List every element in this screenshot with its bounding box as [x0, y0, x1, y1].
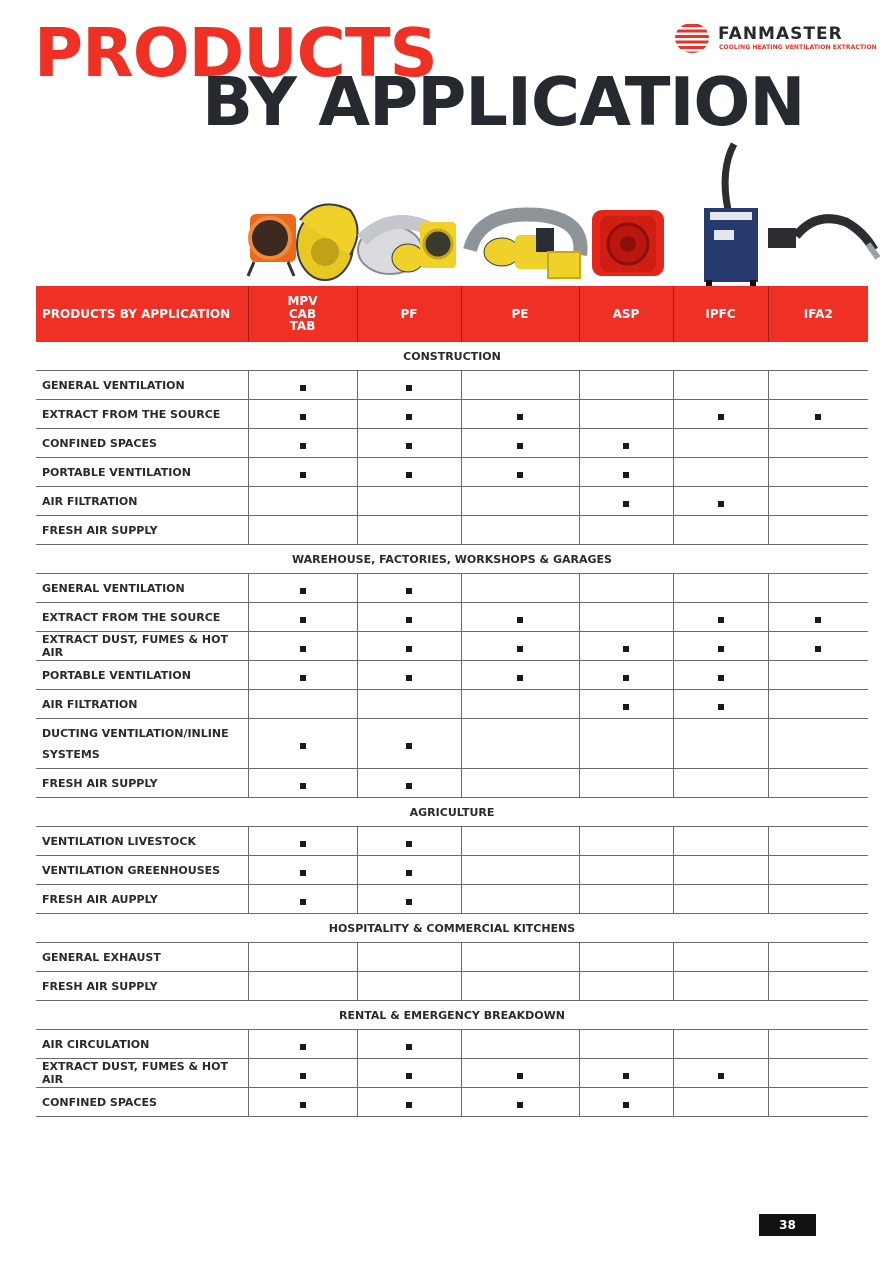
suitability-cell: [673, 632, 768, 661]
suitability-cell: [673, 885, 768, 914]
suitability-cell: [673, 719, 768, 769]
suitability-cell: [248, 574, 357, 603]
suitability-cell: [768, 632, 868, 661]
application-label: CONFINED SPACES: [36, 1088, 248, 1117]
suitable-mark-icon: [517, 414, 523, 420]
suitability-cell: [579, 516, 673, 545]
application-label: EXTRACT DUST, FUMES & HOT AIR: [36, 1059, 248, 1088]
suitable-mark-icon: [300, 443, 306, 449]
table-row: [36, 719, 868, 769]
section-row: [36, 798, 868, 827]
application-label: AIR FILTRATION: [36, 690, 248, 719]
application-label: EXTRACT FROM THE SOURCE: [36, 603, 248, 632]
suitable-mark-icon: [300, 385, 306, 391]
suitability-cell: [248, 400, 357, 429]
suitable-mark-icon: [406, 783, 412, 789]
suitability-cell: [461, 1059, 579, 1088]
suitability-cell: [357, 885, 461, 914]
suitability-cell: [248, 1059, 357, 1088]
suitability-cell: [248, 487, 357, 516]
suitability-cell: [579, 487, 673, 516]
suitability-cell: [461, 827, 579, 856]
suitability-cell: [248, 1088, 357, 1117]
page-title-line-2: BY APPLICATION: [202, 63, 805, 141]
page-number: 38: [759, 1214, 816, 1236]
column-header-product: [248, 286, 357, 342]
suitable-mark-icon: [300, 1073, 306, 1079]
application-label: CONFINED SPACES: [36, 429, 248, 458]
application-label: FRESH AIR SUPPLY: [36, 769, 248, 798]
suitable-mark-icon: [623, 704, 629, 710]
suitability-cell: [673, 856, 768, 885]
application-label: VENTILATION LIVESTOCK: [36, 827, 248, 856]
suitability-cell: [461, 972, 579, 1001]
pe-extractor-product-image: [470, 214, 581, 278]
application-label: PORTABLE VENTILATION: [36, 661, 248, 690]
suitability-cell: [461, 458, 579, 487]
suitability-cell: [248, 429, 357, 458]
suitability-cell: [768, 769, 868, 798]
application-label: AIR CIRCULATION: [36, 1030, 248, 1059]
suitability-cell: [768, 1088, 868, 1117]
suitability-cell: [768, 574, 868, 603]
suitability-cell: [248, 856, 357, 885]
suitable-mark-icon: [300, 743, 306, 749]
suitability-cell: [768, 429, 868, 458]
suitability-cell: [579, 1088, 673, 1117]
section-title: AGRICULTURE: [36, 798, 868, 827]
suitability-cell: [461, 574, 579, 603]
suitability-cell: [357, 856, 461, 885]
suitability-cell: [673, 1088, 768, 1117]
suitable-mark-icon: [406, 646, 412, 652]
table-row: [36, 632, 868, 661]
suitable-mark-icon: [300, 472, 306, 478]
suitability-cell: [248, 516, 357, 545]
table-row: [36, 574, 868, 603]
table-row: [36, 458, 868, 487]
application-label: GENERAL VENTILATION: [36, 371, 248, 400]
suitability-cell: [579, 632, 673, 661]
suitability-cell: [357, 690, 461, 719]
section-row: [36, 914, 868, 943]
table-row: [36, 690, 868, 719]
suitable-mark-icon: [517, 1102, 523, 1108]
suitability-cell: [357, 603, 461, 632]
section-row: [36, 1001, 868, 1030]
suitability-cell: [248, 458, 357, 487]
suitability-cell: [768, 690, 868, 719]
application-label: GENERAL EXHAUST: [36, 943, 248, 972]
column-header-line: CAB: [288, 306, 317, 321]
table-row: [36, 856, 868, 885]
suitable-mark-icon: [406, 443, 412, 449]
suitable-mark-icon: [815, 646, 821, 652]
suitability-cell: [579, 856, 673, 885]
suitable-mark-icon: [300, 899, 306, 905]
suitability-cell: [768, 827, 868, 856]
asp-air-scrubber-product-image: [592, 210, 664, 276]
table-row: [36, 1059, 868, 1088]
table-row: [36, 1030, 868, 1059]
application-label: FRESH AIR SUPPLY: [36, 972, 248, 1001]
suitability-cell: [461, 632, 579, 661]
suitability-cell: [579, 603, 673, 632]
suitable-mark-icon: [718, 675, 724, 681]
suitability-cell: [248, 632, 357, 661]
suitability-cell: [579, 943, 673, 972]
table-row: [36, 429, 868, 458]
suitable-mark-icon: [406, 617, 412, 623]
suitability-cell: [357, 574, 461, 603]
suitable-mark-icon: [517, 675, 523, 681]
product-images: [240, 140, 880, 286]
suitable-mark-icon: [300, 783, 306, 789]
suitability-cell: [673, 516, 768, 545]
suitability-cell: [673, 400, 768, 429]
suitability-cell: [357, 769, 461, 798]
suitability-cell: [461, 719, 579, 769]
suitability-cell: [768, 487, 868, 516]
suitable-mark-icon: [406, 414, 412, 420]
suitability-cell: [673, 769, 768, 798]
column-header-product: [357, 286, 461, 342]
section-title: RENTAL & EMERGENCY BREAKDOWN: [36, 1001, 868, 1030]
suitability-cell: [673, 371, 768, 400]
suitability-cell: [357, 972, 461, 1001]
suitability-cell: [579, 371, 673, 400]
suitability-cell: [673, 458, 768, 487]
suitability-cell: [579, 458, 673, 487]
table-row: [36, 516, 868, 545]
suitability-cell: [248, 943, 357, 972]
suitable-mark-icon: [517, 443, 523, 449]
suitable-mark-icon: [406, 1044, 412, 1050]
table-row: [36, 827, 868, 856]
suitability-cell: [768, 458, 868, 487]
suitability-cell: [768, 603, 868, 632]
mpv-fan-product-image: [248, 204, 358, 280]
suitable-mark-icon: [406, 743, 412, 749]
table-header-row: [36, 286, 868, 342]
brand-logo: [674, 22, 877, 56]
application-label: GENERAL VENTILATION: [36, 574, 248, 603]
suitability-cell: [461, 429, 579, 458]
suitability-cell: [357, 1059, 461, 1088]
suitable-mark-icon: [718, 414, 724, 420]
suitable-mark-icon: [623, 1102, 629, 1108]
column-header-line: PRODUCTS BY APPLICATION: [42, 306, 231, 321]
suitability-cell: [579, 690, 673, 719]
suitable-mark-icon: [718, 704, 724, 710]
suitability-cell: [248, 690, 357, 719]
suitability-cell: [357, 1088, 461, 1117]
suitability-cell: [248, 603, 357, 632]
suitability-cell: [673, 429, 768, 458]
column-header-line: PF: [400, 306, 418, 321]
suitability-cell: [768, 371, 868, 400]
suitable-mark-icon: [623, 1073, 629, 1079]
suitable-mark-icon: [406, 841, 412, 847]
section-title: WAREHOUSE, FACTORIES, WORKSHOPS & GARAGES: [36, 545, 868, 574]
suitability-cell: [673, 690, 768, 719]
suitable-mark-icon: [406, 675, 412, 681]
suitable-mark-icon: [300, 588, 306, 594]
ifa2-extraction-arm-product-image: [768, 219, 878, 258]
suitable-mark-icon: [623, 472, 629, 478]
suitable-mark-icon: [406, 899, 412, 905]
suitability-cell: [248, 827, 357, 856]
suitable-mark-icon: [517, 472, 523, 478]
suitability-cell: [768, 719, 868, 769]
suitable-mark-icon: [718, 646, 724, 652]
ipfc-filter-cabinet-product-image: [704, 144, 758, 286]
suitability-cell: [579, 972, 673, 1001]
table-row: [36, 400, 868, 429]
suitability-cell: [579, 769, 673, 798]
suitable-mark-icon: [300, 414, 306, 420]
suitability-cell: [357, 371, 461, 400]
application-label: PORTABLE VENTILATION: [36, 458, 248, 487]
suitable-mark-icon: [300, 617, 306, 623]
suitability-cell: [579, 574, 673, 603]
section-title: HOSPITALITY & COMMERCIAL KITCHENS: [36, 914, 868, 943]
suitability-cell: [579, 400, 673, 429]
suitability-cell: [768, 972, 868, 1001]
suitability-cell: [673, 603, 768, 632]
suitability-cell: [357, 827, 461, 856]
page-title-line-1: PRODUCTS: [34, 14, 437, 92]
table-row: [36, 661, 868, 690]
suitability-cell: [248, 719, 357, 769]
suitability-cell: [461, 603, 579, 632]
pf-fan-product-image: [358, 222, 456, 274]
suitability-cell: [248, 885, 357, 914]
suitability-cell: [461, 1088, 579, 1117]
suitability-cell: [768, 943, 868, 972]
table-row: [36, 371, 868, 400]
suitability-cell: [579, 719, 673, 769]
section-row: [36, 545, 868, 574]
suitability-cell: [579, 885, 673, 914]
suitability-cell: [357, 719, 461, 769]
suitability-cell: [461, 690, 579, 719]
suitability-cell: [357, 429, 461, 458]
suitability-cell: [357, 943, 461, 972]
brand-tagline: COOLING HEATING VENTILATION EXTRACTION: [719, 44, 877, 51]
suitable-mark-icon: [623, 443, 629, 449]
suitability-cell: [357, 661, 461, 690]
table-row: [36, 1088, 868, 1117]
suitable-mark-icon: [623, 501, 629, 507]
suitable-mark-icon: [406, 385, 412, 391]
column-header-line: IPFC: [705, 306, 736, 321]
suitability-cell: [461, 400, 579, 429]
application-label-line: SYSTEMS: [42, 747, 100, 761]
suitable-mark-icon: [718, 501, 724, 507]
suitability-cell: [248, 972, 357, 1001]
suitable-mark-icon: [517, 646, 523, 652]
suitability-cell: [461, 943, 579, 972]
application-label: [36, 719, 248, 769]
column-header-product: [768, 286, 868, 342]
column-header-line: IFA2: [803, 306, 833, 321]
table-row: [36, 769, 868, 798]
suitable-mark-icon: [718, 617, 724, 623]
suitability-cell: [579, 429, 673, 458]
suitability-cell: [461, 769, 579, 798]
suitability-cell: [768, 1030, 868, 1059]
suitability-cell: [579, 1059, 673, 1088]
application-label: VENTILATION GREENHOUSES: [36, 856, 248, 885]
suitability-cell: [461, 1030, 579, 1059]
suitable-mark-icon: [300, 870, 306, 876]
suitable-mark-icon: [406, 1102, 412, 1108]
suitability-cell: [248, 371, 357, 400]
table-row: [36, 487, 868, 516]
application-label: FRESH AIR AUPPLY: [36, 885, 248, 914]
suitability-cell: [768, 661, 868, 690]
suitability-cell: [673, 1030, 768, 1059]
suitable-mark-icon: [300, 1044, 306, 1050]
brand-name: FANMASTER: [718, 24, 843, 44]
suitable-mark-icon: [406, 870, 412, 876]
suitability-cell: [357, 458, 461, 487]
suitable-mark-icon: [300, 1102, 306, 1108]
suitable-mark-icon: [406, 1073, 412, 1079]
column-header-product: [461, 286, 579, 342]
suitability-cell: [461, 487, 579, 516]
table-row: [36, 603, 868, 632]
column-header-line: TAB: [289, 319, 316, 334]
suitable-mark-icon: [300, 646, 306, 652]
column-header-application: [36, 286, 248, 342]
suitability-cell: [673, 1059, 768, 1088]
application-label: FRESH AIR SUPPLY: [36, 516, 248, 545]
suitable-mark-icon: [623, 646, 629, 652]
suitable-mark-icon: [815, 414, 821, 420]
suitable-mark-icon: [517, 617, 523, 623]
suitability-cell: [579, 1030, 673, 1059]
suitability-cell: [461, 885, 579, 914]
suitability-cell: [461, 516, 579, 545]
suitability-cell: [768, 400, 868, 429]
table-row: [36, 885, 868, 914]
suitability-cell: [768, 516, 868, 545]
suitability-cell: [579, 661, 673, 690]
suitability-cell: [461, 371, 579, 400]
section-title: CONSTRUCTION: [36, 342, 868, 371]
application-label: EXTRACT DUST, FUMES & HOT AIR: [36, 632, 248, 661]
column-header-product: [579, 286, 673, 342]
suitability-cell: [768, 885, 868, 914]
suitability-cell: [248, 661, 357, 690]
table-row: [36, 943, 868, 972]
suitable-mark-icon: [623, 675, 629, 681]
section-row: [36, 342, 868, 371]
fan-logo-icon: [674, 22, 710, 54]
suitability-cell: [357, 632, 461, 661]
products-by-application-table: [36, 286, 868, 1117]
application-table: [36, 286, 868, 1117]
column-header-line: MPV: [287, 294, 318, 309]
suitable-mark-icon: [406, 472, 412, 478]
application-label: AIR FILTRATION: [36, 487, 248, 516]
column-header-line: ASP: [612, 306, 640, 321]
suitability-cell: [357, 487, 461, 516]
suitability-cell: [248, 1030, 357, 1059]
suitable-mark-icon: [300, 841, 306, 847]
suitability-cell: [461, 661, 579, 690]
suitability-cell: [579, 827, 673, 856]
suitability-cell: [673, 943, 768, 972]
suitability-cell: [673, 661, 768, 690]
application-label-line: DUCTING VENTILATION/INLINE: [42, 726, 229, 740]
suitability-cell: [673, 827, 768, 856]
suitable-mark-icon: [718, 1073, 724, 1079]
suitability-cell: [768, 856, 868, 885]
column-header-line: PE: [511, 306, 529, 321]
suitable-mark-icon: [300, 675, 306, 681]
suitable-mark-icon: [517, 1073, 523, 1079]
column-header-product: [673, 286, 768, 342]
suitable-mark-icon: [815, 617, 821, 623]
suitability-cell: [673, 574, 768, 603]
suitable-mark-icon: [406, 588, 412, 594]
suitability-cell: [248, 769, 357, 798]
suitability-cell: [673, 487, 768, 516]
suitability-cell: [461, 856, 579, 885]
table-row: [36, 972, 868, 1001]
suitability-cell: [673, 972, 768, 1001]
suitability-cell: [357, 1030, 461, 1059]
suitability-cell: [357, 400, 461, 429]
suitability-cell: [768, 1059, 868, 1088]
application-label: EXTRACT FROM THE SOURCE: [36, 400, 248, 429]
suitability-cell: [357, 516, 461, 545]
